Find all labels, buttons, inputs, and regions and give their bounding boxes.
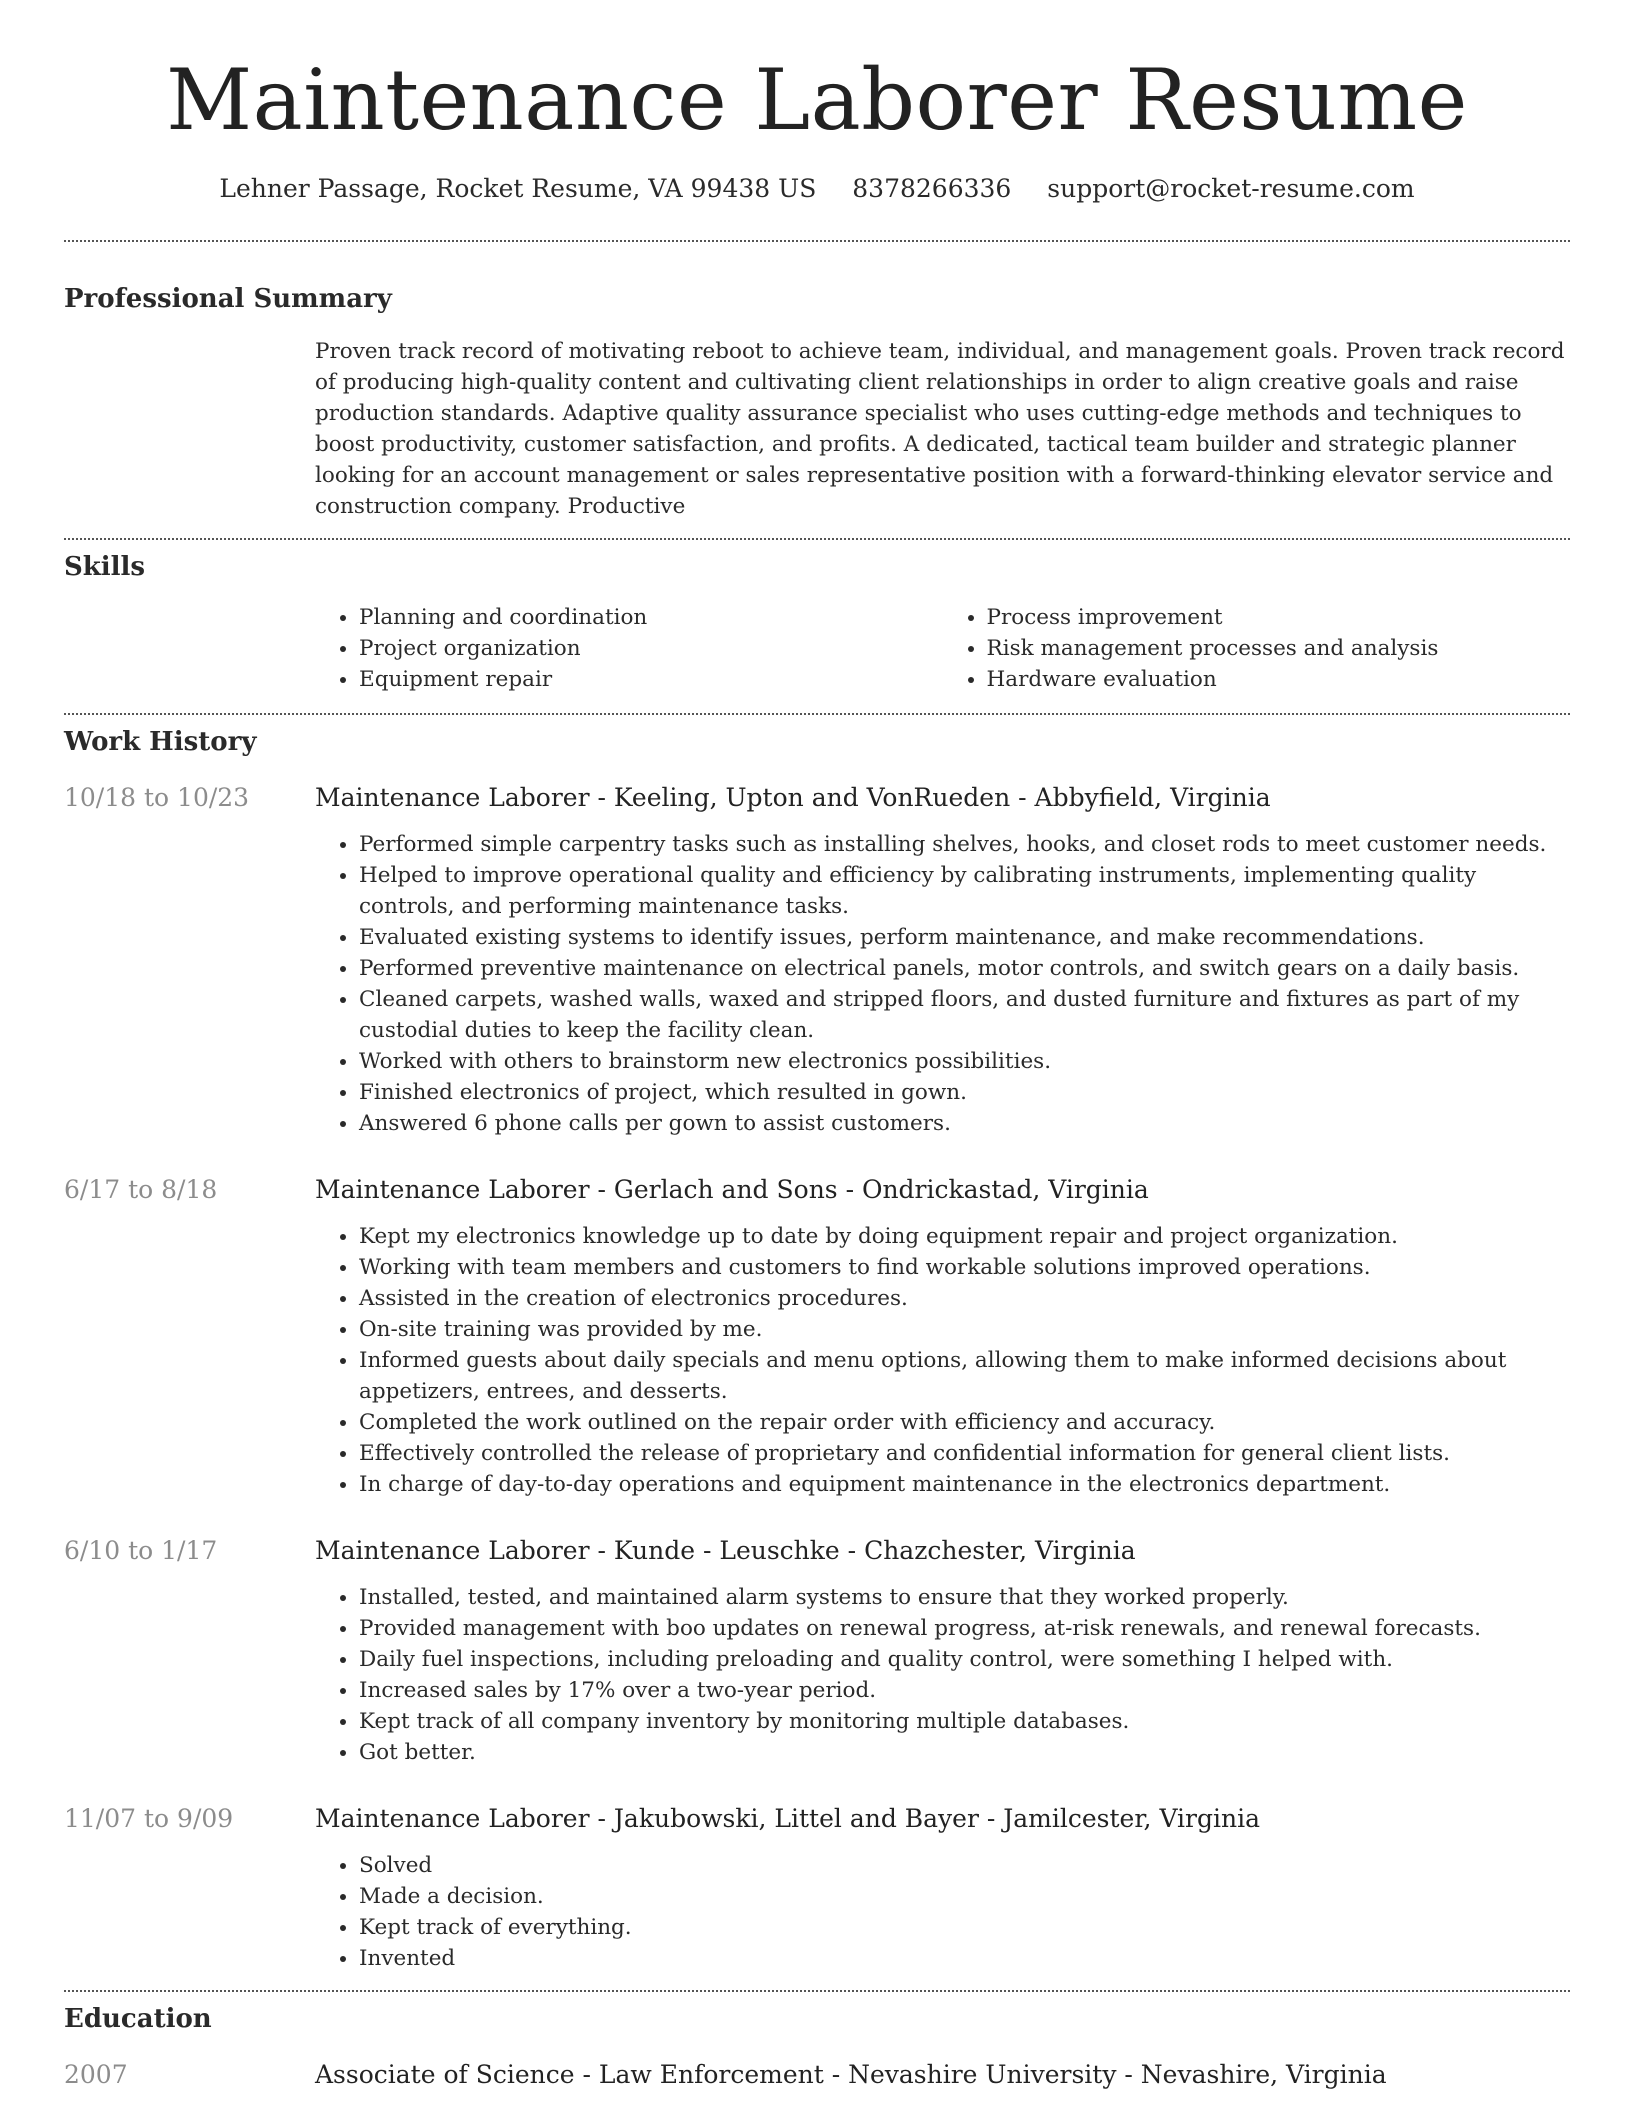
job-bullet: • Effectively controlled the release of proprietary and confidential information for general client lists. [359,1438,1570,1469]
job-bullet: • Made a decision. [359,1881,1570,1912]
skill-item: • Process improvement [987,602,1571,633]
job-entry [64,781,1570,1139]
skills-column-left [315,602,943,695]
job-bullet: • Worked with others to brainstorm new electronics possibilities. [359,1046,1570,1077]
contact-phone: 8378266336 [852,174,1012,203]
job-bullet: • Solved [359,1850,1570,1881]
job-entry [64,1802,1570,1974]
job-heading: Maintenance Laborer - Jakubowski, Littel and Bayer - Jamilcester, Virginia [315,1804,1261,1833]
skills-list [315,602,1570,695]
job-bullet: • Completed the work outlined on the repair order with efficiency and accuracy. [359,1407,1570,1438]
job-bullet: • Working with team members and customers to find workable solutions improved operations. [359,1252,1570,1283]
contact-line [64,172,1570,206]
education-section [64,2002,1570,2106]
job-bullet: • Assisted in the creation of electronics procedures. [359,1283,1570,1314]
job-bullet: • On-site training was provided by me. [359,1314,1570,1345]
job-bullets [315,1850,1570,1974]
job-bullet: • Cleaned carpets, washed walls, waxed and stripped floors, and dusted furniture and fixtures as part of my custodial duties to keep the facility clean. [359,984,1570,1046]
job-bullet: • Answered 6 phone calls per gown to assist customers. [359,1108,1570,1139]
work-history-heading: Work History [64,727,257,757]
summary-heading: Professional Summary [64,284,392,314]
summary-text: Proven track record of motivating reboot to achieve team, individual, and management goals. Proven track record of producing high-quality content and cultivating client relationships in order to align creative goals and raise production standards. Adaptive quality assurance specialist who uses cutting-edge methods and techniques to boost productivity, customer satisfaction, and profits. A dedicated, tactical team builder and strategic planner looking for an account management or sales representative position with a forward-thinking elevator service and construction company. Productive [315,339,1565,519]
job-bullet: • Installed, tested, and maintained alarm systems to ensure that they worked properly. [359,1582,1570,1613]
job-bullet: • Informed guests about daily specials and menu options, allowing them to make informed decisions about appetizers, entrees, and desserts. [359,1345,1570,1407]
contact-email: support@rocket-resume.com [1047,174,1415,203]
divider [64,713,1570,715]
divider [64,538,1570,540]
job-heading: Maintenance Laborer - Kunde - Leuschke - Chazchester, Virginia [315,1536,1136,1565]
skills-column-right [943,602,1571,695]
job-bullet: • Kept my electronics knowledge up to date by doing equipment repair and project organization. [359,1221,1570,1252]
education-heading-line: Associate of Science - Law Enforcement - Nevashire University - Nevashire, Virginia [315,2060,1387,2089]
contact-address: Lehner Passage, Rocket Resume, VA 99438 US [219,174,817,203]
skill-item: • Hardware evaluation [987,664,1571,695]
job-bullet: • Increased sales by 17% over a two-year period. [359,1675,1570,1706]
job-bullet: • Provided management with boo updates on renewal progress, at-risk renewals, and renewal forecasts. [359,1613,1570,1644]
skill-item: • Equipment repair [359,664,943,695]
job-bullet: • Performed simple carpentry tasks such as installing shelves, hooks, and closet rods to meet customer needs. [359,829,1570,860]
job-dates: 6/10 to 1/17 [64,1536,218,1565]
job-bullet: • Daily fuel inspections, including preloading and quality control, were something I helped with. [359,1644,1570,1675]
skill-item: • Planning and coordination [359,602,943,633]
skills-heading: Skills [64,552,146,582]
job-dates: 10/18 to 10/23 [64,783,250,812]
job-bullet: • Finished electronics of project, which resulted in gown. [359,1077,1570,1108]
education-heading: Education [64,2004,212,2034]
education-year: 2007 [64,2060,128,2089]
divider [64,240,1570,242]
skill-item: • Risk management processes and analysis [987,633,1571,664]
resume-title: Maintenance Laborer Resume [166,51,1468,149]
job-bullet: • Evaluated existing systems to identify issues, perform maintenance, and make recommendations. [359,922,1570,953]
job-heading: Maintenance Laborer - Gerlach and Sons - Ondrickastad, Virginia [315,1175,1149,1204]
job-bullet: • Kept track of all company inventory by monitoring multiple databases. [359,1706,1570,1737]
job-bullet: • Performed preventive maintenance on electrical panels, motor controls, and switch gears on a daily basis. [359,953,1570,984]
skills-section [64,550,1570,695]
job-dates: 11/07 to 9/09 [64,1804,234,1833]
skill-item: • Project organization [359,633,943,664]
job-entry [64,1534,1570,1768]
job-bullet: • Helped to improve operational quality and efficiency by calibrating instruments, implementing quality controls, and performing maintenance tasks. [359,860,1570,922]
job-bullets [315,1221,1570,1500]
job-bullets [315,829,1570,1139]
summary-section [64,282,1570,522]
education-entry [64,2058,1570,2106]
work-history-section [64,725,1570,1974]
job-heading: Maintenance Laborer - Keeling, Upton and VonRueden - Abbyfield, Virginia [315,783,1271,812]
job-bullet: • Invented [359,1943,1570,1974]
job-bullet: • Got better. [359,1737,1570,1768]
resume-page [64,0,1570,2106]
divider [64,1990,1570,1992]
job-bullets [315,1582,1570,1768]
job-bullet: • In charge of day-to-day operations and equipment maintenance in the electronics department. [359,1469,1570,1500]
job-entry [64,1173,1570,1500]
job-bullet: • Kept track of everything. [359,1912,1570,1943]
job-dates: 6/17 to 8/18 [64,1175,218,1204]
